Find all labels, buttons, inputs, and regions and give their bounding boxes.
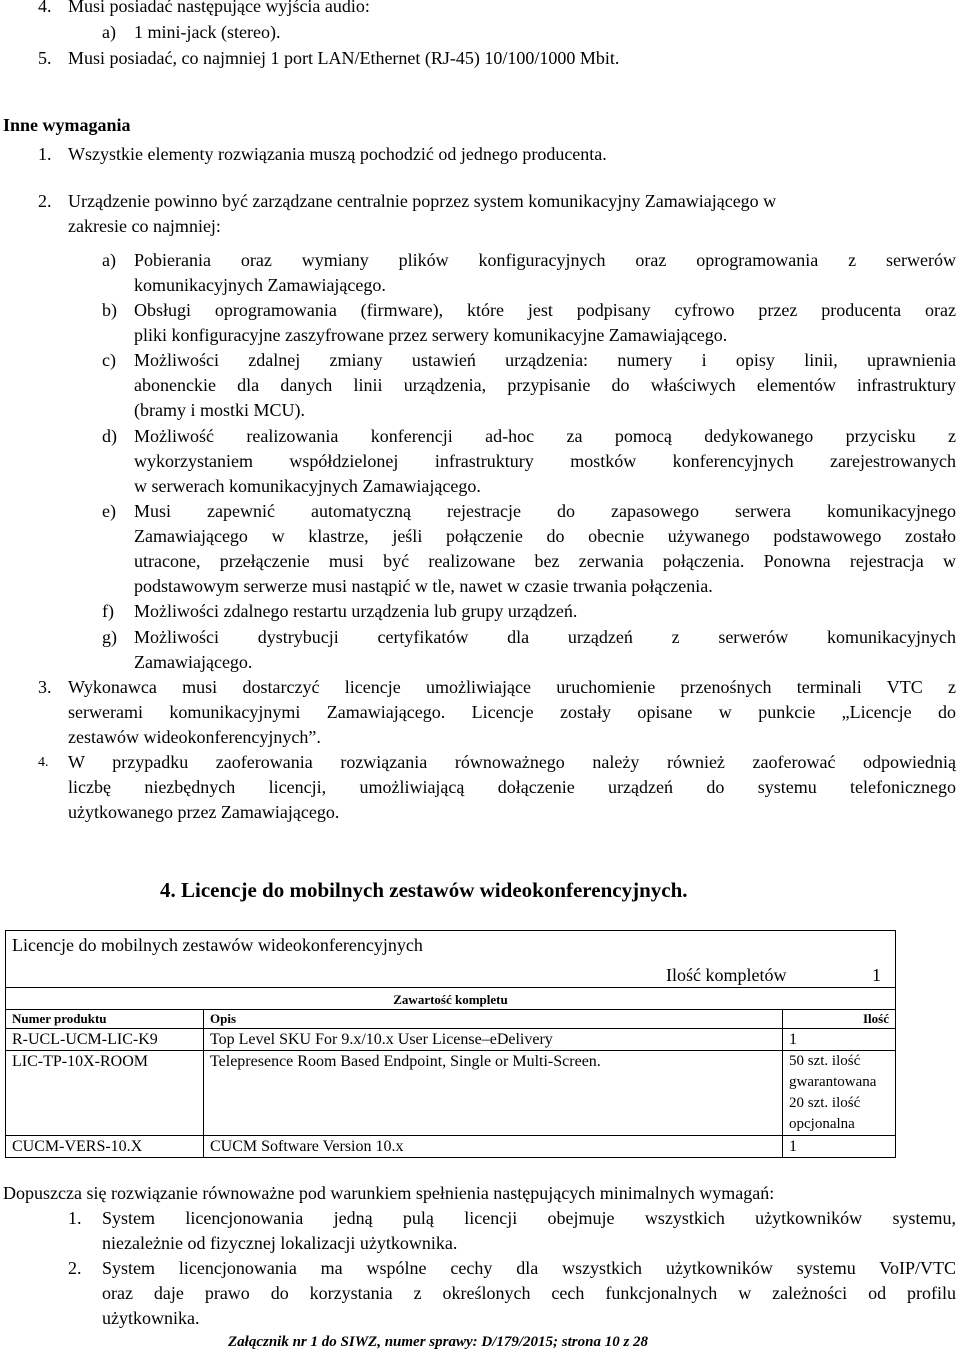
license-table bbox=[5, 930, 896, 1158]
desc-cell: CUCM Software Version 10.x bbox=[204, 1136, 783, 1158]
sub-letter: c) bbox=[102, 350, 116, 370]
sub-item-line: abonenckie dla danych linii urządzenia, przypisanie do właściwych elementów infrastruktury bbox=[134, 375, 956, 395]
sub-item-line: Pobierania oraz wymiany plików konfiguracyjnych oraz oprogramowania z serwerów bbox=[134, 250, 956, 270]
list-number: 3. bbox=[38, 677, 52, 697]
sub-item-line: podstawowym serwerze musi nastąpić w tle, nawet w czasie trwania połączenia. bbox=[134, 576, 713, 596]
table-row bbox=[6, 1136, 896, 1158]
list-item-line: W przypadku zaoferowania rozwiązania równoważnego należy również zaoferować odpowiednią bbox=[68, 752, 956, 772]
list-number: 1. bbox=[38, 144, 52, 164]
desc-cell: Top Level SKU For 9.x/10.x User License–eDelivery bbox=[204, 1029, 783, 1051]
list-item-text: 1 mini-jack (stereo). bbox=[134, 22, 281, 42]
col-product-header: Numer produktu bbox=[6, 1010, 204, 1029]
sub-item-line: utracone, przełączenie musi być realizowane bez zerwania połączenia. Ponowna rejestracja w bbox=[134, 551, 956, 571]
sub-letter: a) bbox=[102, 250, 116, 270]
sub-letter: g) bbox=[102, 627, 117, 647]
list-item-line: użytkownika. bbox=[102, 1308, 200, 1328]
desc-cell: Telepresence Room Based Endpoint, Single or Multi-Screen. bbox=[204, 1051, 783, 1136]
sub-letter: e) bbox=[102, 501, 116, 521]
product-cell: R-UCL-UCM-LIC-K9 bbox=[6, 1029, 204, 1051]
sub-item-line: wykorzystaniem współdzielonej infrastruktury mostków konferencyjnych zarejestrowanych bbox=[134, 451, 956, 471]
list-item-text: Wszystkie elementy rozwiązania muszą pochodzić od jednego producenta. bbox=[68, 144, 607, 164]
qty-cell: 1 bbox=[783, 1136, 896, 1158]
sub-item-line: Możliwości dystrybucji certyfikatów dla urządzeń z serwerów komunikacyjnych bbox=[134, 627, 956, 647]
list-item-line: Wykonawca musi dostarczyć licencje umożliwiające uruchomienie przenośnych terminali VTC z bbox=[68, 677, 956, 697]
list-item-line: niezależnie od fizycznej lokalizacji użytkownika. bbox=[102, 1233, 458, 1253]
sub-item-line: Możliwości zdalnej zmiany ustawień urządzenia: numery i opisy linii, uprawnienia bbox=[134, 350, 956, 370]
list-item-line: liczbę niezbędnych licencji, umożliwiającą dołączenie urządzeń do systemu telefonicznego bbox=[68, 777, 956, 797]
qty-line: gwarantowana bbox=[789, 1074, 877, 1090]
sub-item-line: komunikacyjnych Zamawiającego. bbox=[134, 275, 386, 295]
contents-header: Zawartość kompletu bbox=[6, 988, 896, 1010]
col-desc-header: Opis bbox=[204, 1010, 783, 1029]
qty-line: 50 szt. ilość bbox=[789, 1053, 861, 1069]
table-title: Licencje do mobilnych zestawów wideokonferencyjnych bbox=[6, 931, 896, 958]
sub-letter: f) bbox=[102, 601, 114, 621]
sub-item-line: Zamawiającego. bbox=[134, 652, 253, 672]
section-heading: Inne wymagania bbox=[3, 115, 131, 135]
sub-item-line: Obsługi oprogramowania (firmware), które jest podpisany cyfrowo przez producenta oraz bbox=[134, 300, 956, 320]
sub-item-line: (bramy i mostki MCU). bbox=[134, 400, 305, 420]
list-item-text: Urządzenie powinno być zarządzane centralnie poprzez system komunikacyjny Zamawiającego w bbox=[68, 191, 777, 211]
equivalent-intro: Dopuszcza się rozwiązanie równoważne pod warunkiem spełnienia następujących minimalnych wymagań: bbox=[3, 1183, 775, 1203]
list-item-line: oraz daje prawo do korzystania z określonych cech funkcjonalnych w zależności od profilu bbox=[102, 1283, 956, 1303]
qty-cell bbox=[783, 1051, 896, 1136]
list-number: 2. bbox=[68, 1258, 82, 1278]
sub-item-line: pliki konfiguracyjne zaszyfrowane przez serwery komunikacyjne Zamawiającego. bbox=[134, 325, 728, 345]
list-letter: a) bbox=[102, 22, 116, 42]
qty-line: opcjonalna bbox=[789, 1116, 855, 1132]
col-qty-header: Ilość bbox=[783, 1010, 896, 1029]
list-item-text: Musi posiadać, co najmniej 1 port LAN/Ethernet (RJ-45) 10/100/1000 Mbit. bbox=[68, 48, 620, 68]
list-number: 2. bbox=[38, 191, 52, 211]
list-item-text: zakresie co najmniej: bbox=[68, 216, 221, 236]
list-number: 4. bbox=[38, 755, 49, 770]
qty-line: 20 szt. ilość bbox=[789, 1095, 861, 1111]
list-number: 1. bbox=[68, 1208, 82, 1228]
sub-letter: b) bbox=[102, 300, 117, 320]
sub-item-line: Możliwość realizowania konferencji ad-hoc za pomocą dedykowanego przycisku z bbox=[134, 426, 956, 446]
list-number: 4. bbox=[38, 0, 52, 16]
sub-item-line: Możliwości zdalnego restartu urządzenia lub grupy urządzeń. bbox=[134, 601, 578, 621]
product-cell: LIC-TP-10X-ROOM bbox=[6, 1051, 204, 1136]
list-item-line: System licencjonowania ma wspólne cechy dla wszystkich użytkowników systemu VoIP/VTC bbox=[102, 1258, 956, 1278]
table-row bbox=[6, 1029, 896, 1051]
sub-item-line: Musi zapewnić automatyczną rejestracje do zapasowego serwera komunikacyjnego bbox=[134, 501, 956, 521]
kit-count-row bbox=[6, 957, 896, 988]
list-item-text: Musi posiadać następujące wyjścia audio: bbox=[68, 0, 370, 16]
sub-item-line: Zamawiającego w klastrze, jeśli połączenie do obecnie używanego podstawowego zostało bbox=[134, 526, 956, 546]
sub-item-line: w serwerach komunikacyjnych Zamawiającego. bbox=[134, 476, 481, 496]
kit-count-label: Ilość kompletów bbox=[666, 965, 787, 985]
table-row bbox=[6, 1051, 896, 1136]
list-item-line: System licencjonowania jedną pulą licencji obejmuje wszystkich użytkowników systemu, bbox=[102, 1208, 956, 1228]
product-cell: CUCM-VERS-10.X bbox=[6, 1136, 204, 1158]
list-item-line: zestawów wideokonferencyjnych”. bbox=[68, 727, 321, 747]
kit-count-value: 1 bbox=[872, 965, 881, 985]
list-item-line: użytkowanego przez Zamawiającego. bbox=[68, 802, 340, 822]
page-footer: Załącznik nr 1 do SIWZ, numer sprawy: D/179/2015; strona 10 z 28 bbox=[228, 1334, 649, 1350]
section-title: 4. Licencje do mobilnych zestawów wideokonferencyjnych. bbox=[160, 878, 688, 902]
qty-cell: 1 bbox=[783, 1029, 896, 1051]
sub-letter: d) bbox=[102, 426, 117, 446]
list-item-line: serwerami komunikacyjnymi Zamawiającego. Licencje zostały opisane w punkcie „Licencje do bbox=[68, 702, 956, 722]
list-number: 5. bbox=[38, 48, 52, 68]
